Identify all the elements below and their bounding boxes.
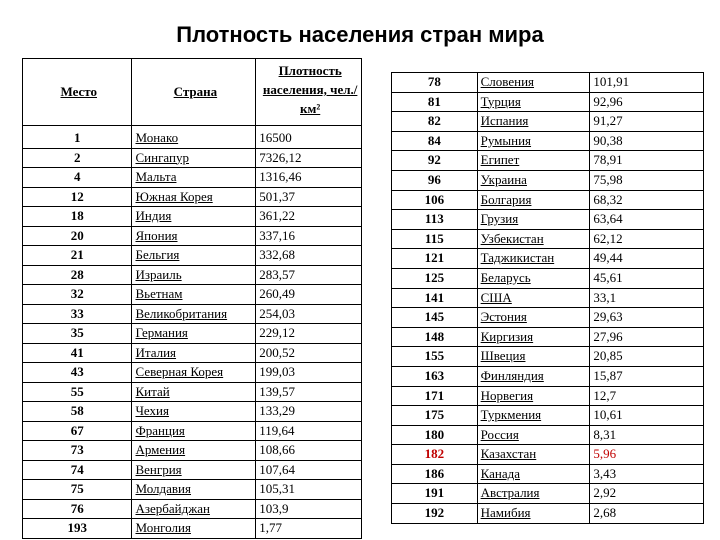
- density-cell: 8,31: [590, 425, 704, 445]
- country-link[interactable]: Чехия: [132, 402, 256, 422]
- rank-cell: 78: [392, 73, 478, 93]
- table-header-row: [23, 59, 362, 126]
- density-cell: 78,91: [590, 151, 704, 171]
- table-row: [392, 406, 704, 426]
- country-link[interactable]: Киргизия: [477, 327, 590, 347]
- density-cell: 107,64: [256, 460, 362, 480]
- country-link[interactable]: Монако: [132, 126, 256, 149]
- table-row: [392, 288, 704, 308]
- country-link[interactable]: Казахстан: [477, 445, 590, 465]
- table-row: [392, 327, 704, 347]
- header-country: Страна: [132, 59, 256, 126]
- table-row: [23, 285, 362, 305]
- density-cell: 15,87: [590, 366, 704, 386]
- rank-cell: 82: [392, 112, 478, 132]
- table-row: [392, 210, 704, 230]
- country-link[interactable]: Бельгия: [132, 246, 256, 266]
- country-link[interactable]: Сингапур: [132, 148, 256, 168]
- rank-cell: 96: [392, 170, 478, 190]
- table-row: [392, 386, 704, 406]
- density-cell: 103,9: [256, 499, 362, 519]
- density-cell: 62,12: [590, 229, 704, 249]
- country-link[interactable]: Мальта: [132, 168, 256, 188]
- rank-cell: 182: [392, 445, 478, 465]
- density-cell: 501,37: [256, 187, 362, 207]
- rank-cell: 163: [392, 366, 478, 386]
- table-row: [23, 519, 362, 539]
- density-cell: 101,91: [590, 73, 704, 93]
- table-row: [392, 151, 704, 171]
- country-link[interactable]: Румыния: [477, 131, 590, 151]
- density-table-right: [391, 72, 704, 524]
- country-link[interactable]: Китай: [132, 382, 256, 402]
- country-link[interactable]: Япония: [132, 226, 256, 246]
- rank-cell: 180: [392, 425, 478, 445]
- country-link[interactable]: США: [477, 288, 590, 308]
- country-link[interactable]: Египет: [477, 151, 590, 171]
- rank-cell: 12: [23, 187, 132, 207]
- table-row: [392, 504, 704, 524]
- country-link[interactable]: Италия: [132, 343, 256, 363]
- table-row: [392, 131, 704, 151]
- density-cell: 2,68: [590, 504, 704, 524]
- rank-cell: 43: [23, 363, 132, 383]
- country-link[interactable]: Турция: [477, 92, 590, 112]
- country-link[interactable]: Северная Корея: [132, 363, 256, 383]
- country-link[interactable]: Индия: [132, 207, 256, 227]
- table-row: [392, 366, 704, 386]
- rank-cell: 113: [392, 210, 478, 230]
- country-link[interactable]: Россия: [477, 425, 590, 445]
- country-link[interactable]: Монголия: [132, 519, 256, 539]
- density-cell: 1316,46: [256, 168, 362, 188]
- table-row: [23, 148, 362, 168]
- density-cell: 68,32: [590, 190, 704, 210]
- country-link[interactable]: Финляндия: [477, 366, 590, 386]
- rank-cell: 76: [23, 499, 132, 519]
- country-link[interactable]: Армения: [132, 441, 256, 461]
- density-cell: 91,27: [590, 112, 704, 132]
- rank-cell: 84: [392, 131, 478, 151]
- density-cell: 27,96: [590, 327, 704, 347]
- rank-cell: 141: [392, 288, 478, 308]
- density-cell: 12,7: [590, 386, 704, 406]
- country-link[interactable]: Словения: [477, 73, 590, 93]
- table-row: [23, 480, 362, 500]
- density-cell: 283,57: [256, 265, 362, 285]
- table-row: [23, 460, 362, 480]
- table-row: [392, 190, 704, 210]
- rank-cell: 2: [23, 148, 132, 168]
- rank-cell: 58: [23, 402, 132, 422]
- rank-cell: 155: [392, 347, 478, 367]
- country-link[interactable]: Азербайджан: [132, 499, 256, 519]
- rank-cell: 35: [23, 324, 132, 344]
- rank-cell: 55: [23, 382, 132, 402]
- table-row: [23, 441, 362, 461]
- country-link[interactable]: Грузия: [477, 210, 590, 230]
- density-cell: 332,68: [256, 246, 362, 266]
- table-row: [392, 464, 704, 484]
- country-link[interactable]: Южная Корея: [132, 187, 256, 207]
- rank-cell: 75: [23, 480, 132, 500]
- country-link[interactable]: Беларусь: [477, 268, 590, 288]
- left-table-body: [23, 126, 362, 539]
- table-row: [392, 425, 704, 445]
- density-cell: 337,16: [256, 226, 362, 246]
- density-cell: 254,03: [256, 304, 362, 324]
- rank-cell: 175: [392, 406, 478, 426]
- density-cell: 49,44: [590, 249, 704, 269]
- country-link[interactable]: Швеция: [477, 347, 590, 367]
- density-cell: 45,61: [590, 268, 704, 288]
- rank-cell: 186: [392, 464, 478, 484]
- header-place: Место: [23, 59, 132, 126]
- density-cell: 1,77: [256, 519, 362, 539]
- density-cell: 199,03: [256, 363, 362, 383]
- density-cell: 5,96: [590, 445, 704, 465]
- country-link[interactable]: Венгрия: [132, 460, 256, 480]
- rank-cell: 1: [23, 126, 132, 149]
- density-cell: 20,85: [590, 347, 704, 367]
- table-row: [392, 268, 704, 288]
- table-row: [23, 421, 362, 441]
- country-link[interactable]: Франция: [132, 421, 256, 441]
- density-cell: 33,1: [590, 288, 704, 308]
- density-cell: 105,31: [256, 480, 362, 500]
- table-row: [392, 249, 704, 269]
- header-density: Плотность населения, чел./км²: [256, 59, 362, 126]
- density-cell: 139,57: [256, 382, 362, 402]
- density-cell: 3,43: [590, 464, 704, 484]
- table-row: [392, 73, 704, 93]
- table-row: [23, 226, 362, 246]
- rank-cell: 193: [23, 519, 132, 539]
- table-row: [23, 126, 362, 149]
- right-table-body: [392, 73, 704, 524]
- density-cell: 108,66: [256, 441, 362, 461]
- density-cell: 63,64: [590, 210, 704, 230]
- country-link[interactable]: Эстония: [477, 308, 590, 328]
- rank-cell: 41: [23, 343, 132, 363]
- country-link[interactable]: Узбекистан: [477, 229, 590, 249]
- density-cell: 75,98: [590, 170, 704, 190]
- density-table-left: [22, 58, 362, 539]
- table-row: [23, 499, 362, 519]
- rank-cell: 32: [23, 285, 132, 305]
- table-row: [23, 363, 362, 383]
- table-row: [392, 308, 704, 328]
- table-row: [23, 246, 362, 266]
- rank-cell: 18: [23, 207, 132, 227]
- rank-cell: 73: [23, 441, 132, 461]
- rank-cell: 74: [23, 460, 132, 480]
- country-link[interactable]: Норвегия: [477, 386, 590, 406]
- table-row: [392, 445, 704, 465]
- density-cell: 361,22: [256, 207, 362, 227]
- table-row: [23, 402, 362, 422]
- country-link[interactable]: Германия: [132, 324, 256, 344]
- table-row: [392, 347, 704, 367]
- country-link[interactable]: Болгария: [477, 190, 590, 210]
- table-row: [23, 343, 362, 363]
- rank-cell: 92: [392, 151, 478, 171]
- country-link[interactable]: Израиль: [132, 265, 256, 285]
- page-title: Плотность населения стран мира: [176, 22, 544, 47]
- table-row: [392, 92, 704, 112]
- table-row: [392, 484, 704, 504]
- rank-cell: 33: [23, 304, 132, 324]
- density-cell: 16500: [256, 126, 362, 149]
- table-row: [23, 187, 362, 207]
- table-row: [392, 229, 704, 249]
- rank-cell: 81: [392, 92, 478, 112]
- density-cell: 200,52: [256, 343, 362, 363]
- rank-cell: 20: [23, 226, 132, 246]
- country-link[interactable]: Канада: [477, 464, 590, 484]
- density-cell: 260,49: [256, 285, 362, 305]
- table-row: [23, 304, 362, 324]
- table-row: [23, 324, 362, 344]
- country-link[interactable]: Таджикистан: [477, 249, 590, 269]
- density-cell: 10,61: [590, 406, 704, 426]
- rank-cell: 4: [23, 168, 132, 188]
- country-link[interactable]: Испания: [477, 112, 590, 132]
- table-row: [392, 112, 704, 132]
- rank-cell: 106: [392, 190, 478, 210]
- rank-cell: 28: [23, 265, 132, 285]
- rank-cell: 121: [392, 249, 478, 269]
- country-link[interactable]: Великобритания: [132, 304, 256, 324]
- table-row: [23, 207, 362, 227]
- density-cell: 119,64: [256, 421, 362, 441]
- rank-cell: 115: [392, 229, 478, 249]
- table-row: [23, 382, 362, 402]
- rank-cell: 171: [392, 386, 478, 406]
- rank-cell: 192: [392, 504, 478, 524]
- density-cell: 133,29: [256, 402, 362, 422]
- rank-cell: 67: [23, 421, 132, 441]
- country-link[interactable]: Туркмения: [477, 406, 590, 426]
- rank-cell: 125: [392, 268, 478, 288]
- density-cell: 2,92: [590, 484, 704, 504]
- country-link[interactable]: Вьетнам: [132, 285, 256, 305]
- rank-cell: 21: [23, 246, 132, 266]
- country-link[interactable]: Молдавия: [132, 480, 256, 500]
- table-row: [23, 168, 362, 188]
- rank-cell: 145: [392, 308, 478, 328]
- country-link[interactable]: Австралия: [477, 484, 590, 504]
- rank-cell: 148: [392, 327, 478, 347]
- density-cell: 90,38: [590, 131, 704, 151]
- density-cell: 92,96: [590, 92, 704, 112]
- density-cell: 29,63: [590, 308, 704, 328]
- density-cell: 7326,12: [256, 148, 362, 168]
- rank-cell: 191: [392, 484, 478, 504]
- country-link[interactable]: Намибия: [477, 504, 590, 524]
- density-cell: 229,12: [256, 324, 362, 344]
- table-row: [392, 170, 704, 190]
- country-link[interactable]: Украина: [477, 170, 590, 190]
- table-row: [23, 265, 362, 285]
